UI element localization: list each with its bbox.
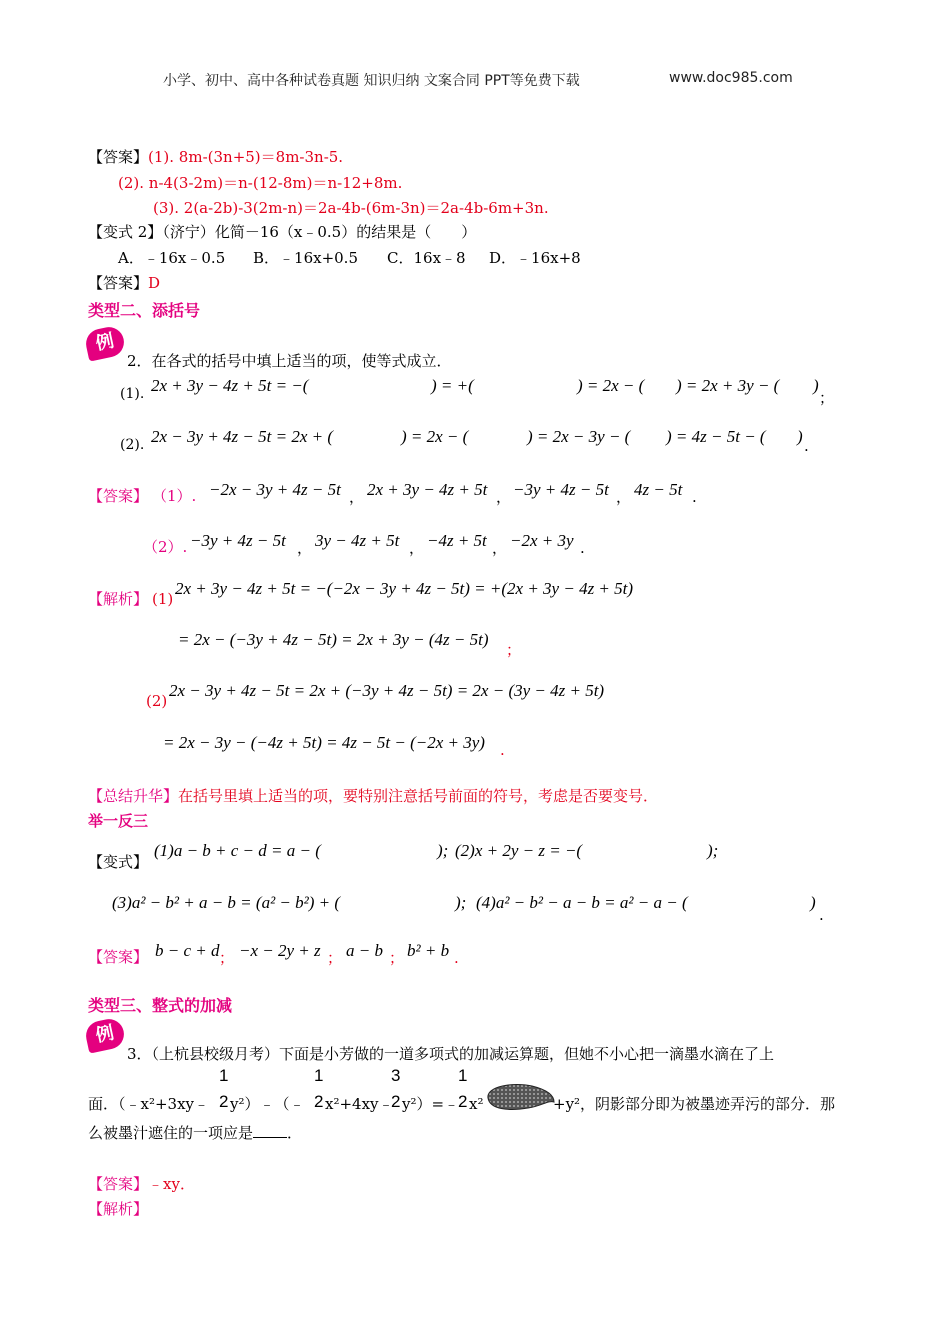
analysis2-line2: = 2x − (−3y + 4z − 5t) = 2x + 3y − (4z − 5t): [178, 630, 489, 649]
frac-den-1: 2: [219, 1092, 229, 1111]
section3-title: 类型三、整式的加减: [88, 996, 233, 1015]
variant2-answer: [88, 273, 160, 293]
analysis2-line2-end: ；: [506, 641, 522, 659]
variant-answer-1: b − c + d: [155, 941, 220, 960]
example3-analysis-label: 【解析】: [88, 1200, 149, 1218]
variant-answer-4: b² + b: [407, 941, 450, 960]
answer2-comma2: ，: [496, 488, 512, 506]
variant-answer-semi2: ；: [327, 949, 343, 967]
variant-answer-semi1: ；: [219, 949, 235, 967]
summary: [88, 786, 658, 806]
variant-label: 【变式】: [88, 853, 149, 871]
analysis2-part1-label: (1): [152, 590, 174, 608]
answer-label: 【答案】: [88, 148, 149, 166]
answer2-b3: −4z + 5t: [427, 531, 487, 550]
page-header-site[interactable]: www.doc985.com: [669, 70, 793, 86]
answer2-comma3: ，: [616, 488, 632, 506]
example-badge-1: 例: [83, 324, 126, 361]
example3-line1: 3．（上杭县校级月考）下面是小芳做的一道多项式的加减运算题，但她不小心把一滴墨水滴在了上: [127, 1045, 775, 1063]
example2-eq2-e: ): [797, 427, 803, 446]
variant-q4-end: ): [810, 893, 816, 912]
answer2-a3: −3y + 4z − 5t: [513, 480, 609, 499]
variant-q1: (1)a − b + c − d = a − (: [154, 841, 321, 860]
answer1-text3: (3). 2(a-2b)-3(2m-n)＝2a-4b-(6m-3n)＝2a-4b-6m+3n.: [153, 199, 549, 217]
example2-part1-label: (1).: [120, 386, 145, 402]
analysis2-line3: 2x − 3y + 4z − 5t = 2x + (−3y + 4z − 5t) = 2x − (3y − 4z + 5t): [169, 681, 605, 700]
section2-title: 类型二、添括号: [88, 301, 201, 320]
analysis2-label: 【解析】: [88, 590, 149, 608]
variant-answer-2: −x − 2y + z: [239, 941, 321, 960]
frac-den-2: 2: [314, 1092, 324, 1111]
answer2-comma4: ，: [297, 539, 313, 557]
variant2-question-text: （济宁）化简－16（x﹣0.5）的结果是（ ）: [162, 223, 477, 241]
example2-eq1-e: ): [813, 376, 819, 395]
example2-eq1-c: ) = 2x − (: [577, 376, 645, 395]
variant-q2: (2)x + 2y − z = −(: [455, 841, 583, 860]
variant2-option-c: C．16x﹣8: [387, 249, 466, 267]
example3-line2-mid4: x²: [469, 1095, 484, 1113]
answer-blank[interactable]: [253, 1123, 287, 1138]
example2-eq2-c: ) = 2x − 3y − (: [527, 427, 631, 446]
frac-den-4: 2: [458, 1092, 468, 1111]
example2-eq1-a: 2x + 3y − 4z + 5t = −(: [151, 376, 309, 395]
example2-question: 2．在各式的括号中填上适当的项，使等式成立．: [127, 352, 452, 370]
answer2-b1: −3y + 4z − 5t: [190, 531, 286, 550]
page-header-title: 小学、初中、高中各种试卷真题 知识归纳 文案合同 PPT等免费下载: [163, 73, 580, 89]
variant2-option-b: B．﹣16x+0.5: [253, 249, 358, 267]
variant2-option-a: A．﹣16x﹣0.5: [118, 249, 226, 267]
analysis2-line4-end: .: [500, 741, 505, 759]
example2-part2-label: (2).: [120, 437, 145, 453]
answer2-a1: −2x − 3y + 4z − 5t: [209, 480, 341, 499]
variant-q4: (4)a² − b² − a − b = a² − a − (: [476, 893, 688, 912]
frac-num-2: 1: [314, 1066, 324, 1085]
answer2-b2: 3y − 4z + 5t: [315, 531, 400, 550]
summary-text: 在括号里填上适当的项，要特别注意括号前面的符号，考虑是否要变号．: [178, 787, 659, 805]
example3-line3-end: ．: [287, 1124, 303, 1142]
answer2-b4: −2x + 3y: [510, 531, 574, 550]
example3-line2-start: 面．（﹣x²+3xy﹣: [88, 1095, 210, 1113]
example2-eq2-sep: .: [804, 437, 809, 455]
answer1-text2: (2). n-4(3-2m)＝n-(12-8m)＝n-12+8m.: [118, 174, 403, 192]
variant-answer-3: a − b: [346, 941, 383, 960]
answer2-comma5: ，: [409, 539, 425, 557]
example3-line2-mid3: y²）=﹣: [402, 1095, 460, 1113]
frac-num-4: 1: [458, 1066, 468, 1085]
answer2-a4: 4z − 5t: [634, 480, 683, 499]
variant-q2-end: );: [707, 841, 719, 860]
example2-eq1-d: ) = 2x + 3y − (: [676, 376, 780, 395]
analysis2-line1: 2x + 3y − 4z + 5t = −(−2x − 3y + 4z − 5t) = +(2x + 3y − 4z + 5t): [175, 579, 634, 598]
answer2-label: 【答案】: [88, 487, 149, 505]
variant2-question: [88, 222, 476, 242]
answer2-part2-label: （2）.: [143, 538, 188, 556]
answer2-a2: 2x + 3y − 4z + 5t: [367, 480, 488, 499]
variant-q4-dot: .: [819, 906, 824, 924]
example2-eq1-sep: ；: [819, 389, 835, 407]
variant2-label: 【变式 2】: [88, 223, 163, 241]
example3-line3: [88, 1123, 302, 1143]
answer1-text1: (1). 8m-(3n+5)＝8m-3n-5.: [148, 148, 344, 166]
example-badge-2: 例: [83, 1016, 126, 1053]
variant2-answer-value: D: [148, 274, 161, 292]
answer2-dot2: .: [580, 539, 585, 557]
frac-den-3: 2: [391, 1092, 401, 1111]
analysis2-line4: = 2x − 3y − (−4z + 5t) = 4z − 5t − (−2x + 3y): [163, 733, 485, 752]
example2-eq2-d: ) = 4z − 5t − (: [666, 427, 766, 446]
example2-eq1-b: ) = +(: [431, 376, 474, 395]
answer2-comma1: ，: [349, 488, 365, 506]
example3-answer-value: ﹣xy．: [148, 1175, 195, 1193]
summary-label: 【总结升华】: [88, 787, 179, 805]
example3-line2-mid2: x²+4xy﹣: [325, 1095, 394, 1113]
example2-eq2-b: ) = 2x − (: [401, 427, 469, 446]
answer1-line1: [88, 147, 343, 167]
answer2-dot1: .: [692, 488, 697, 506]
variant2-answer-label: 【答案】: [88, 274, 149, 292]
analysis2-part2-label: (2): [146, 692, 168, 710]
example3-answer-label: 【答案】: [88, 1175, 149, 1193]
practice-title: 举一反三: [88, 812, 149, 830]
variant-answer-dot: .: [454, 949, 459, 967]
answer2-part1-label: （1）.: [152, 487, 197, 505]
ink-blot-icon: [484, 1080, 556, 1114]
variant-answer-label: 【答案】: [88, 948, 149, 966]
variant-q3-end: );: [455, 893, 467, 912]
variant-q3: (3)a² − b² + a − b = (a² − b²) + (: [112, 893, 341, 912]
variant-q1-end: );: [437, 841, 449, 860]
example2-eq2-a: 2x − 3y + 4z − 5t = 2x + (: [151, 427, 333, 446]
example3-line2-mid1: y²）﹣（﹣: [230, 1095, 305, 1113]
example3-answer: [88, 1174, 195, 1194]
variant2-option-d: D．﹣16x+8: [489, 249, 581, 267]
frac-num-3: 3: [391, 1066, 401, 1085]
answer2-comma6: ，: [492, 539, 508, 557]
example3-line3-text: 么被墨汁遮住的一项应是: [88, 1124, 254, 1142]
variant-answer-semi3: ；: [389, 949, 405, 967]
frac-num-1: 1: [219, 1066, 229, 1085]
example3-line2-end: +y²，阴影部分即为被墨迹弄污的部分．那: [553, 1095, 836, 1113]
